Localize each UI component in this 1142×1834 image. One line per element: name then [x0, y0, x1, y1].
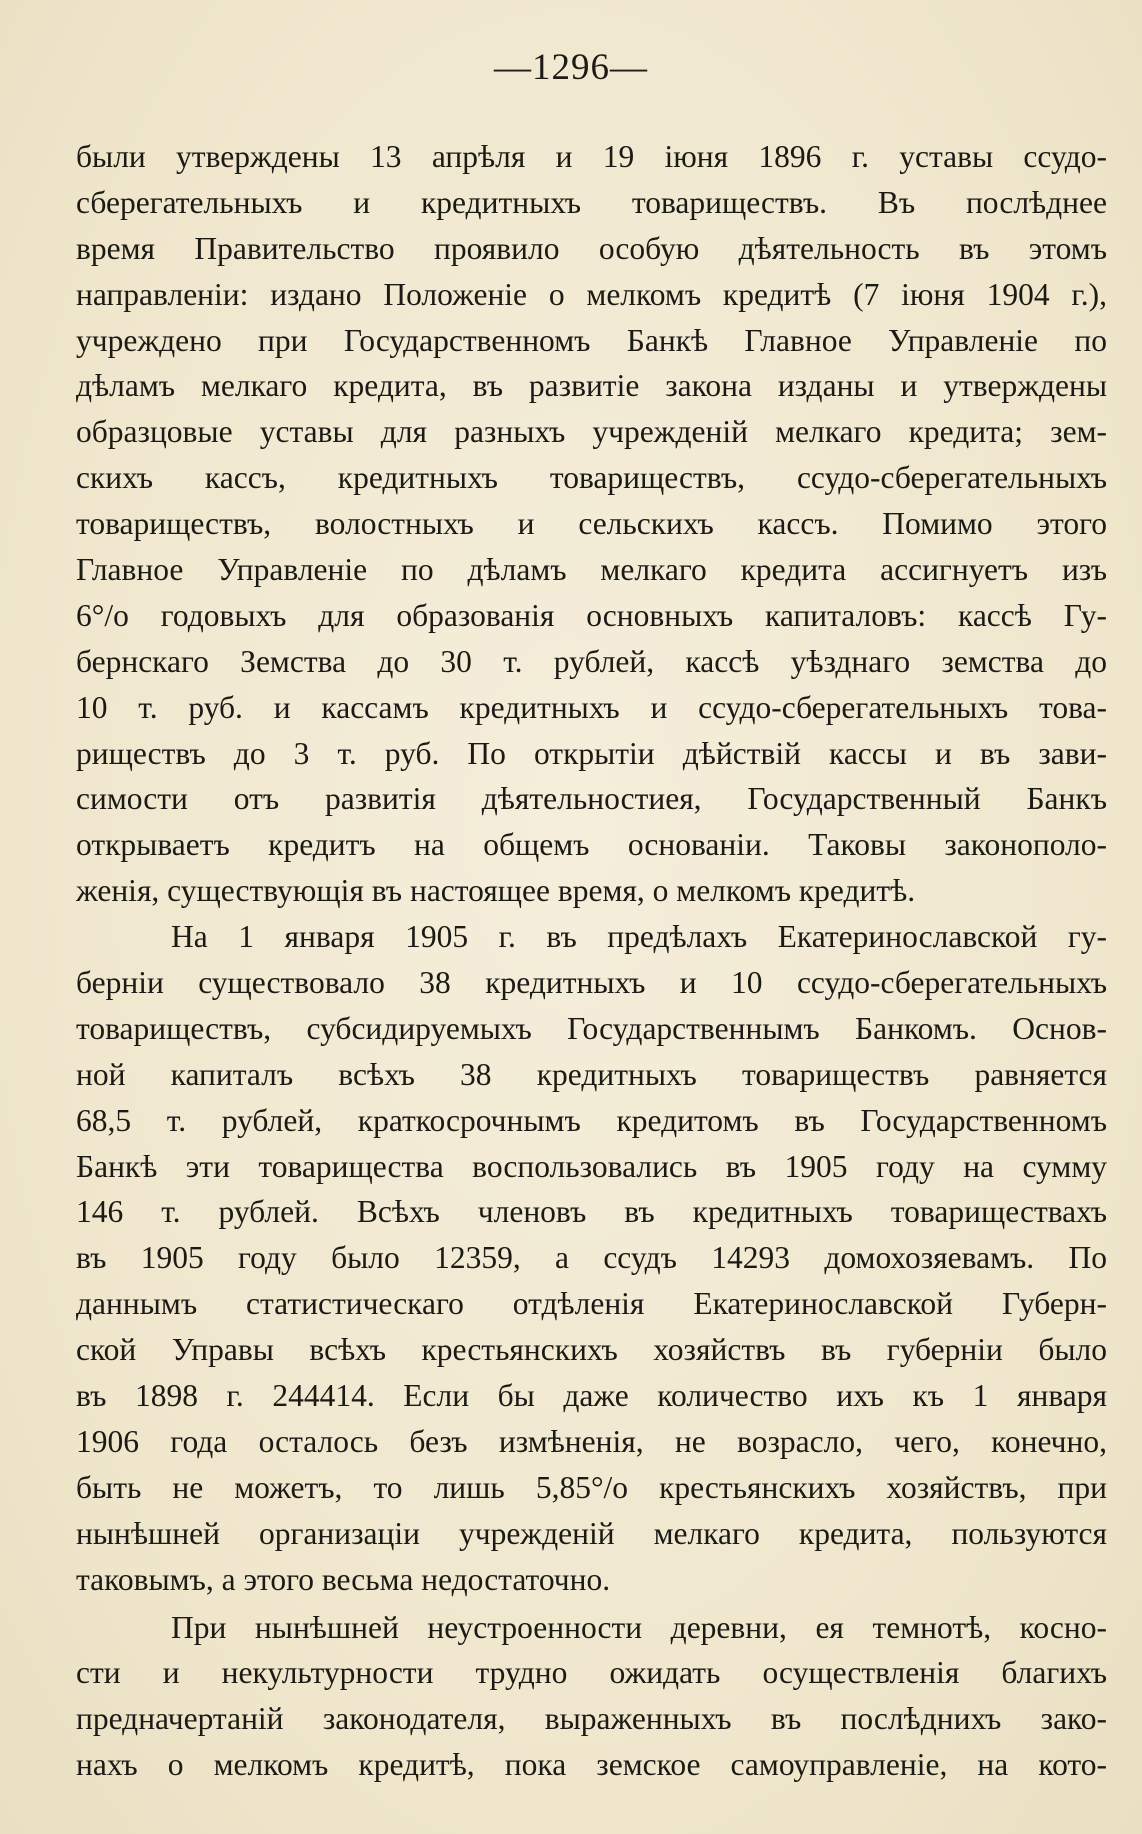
body-text: [76, 134, 1107, 1788]
text-line: бернскаго Земства до 30 т. рублей, кассѣ уѣзднаго земства до: [76, 643, 1107, 679]
text-line: время Правительство проявило особую дѣятельность въ этомъ: [76, 230, 1107, 266]
text-line: ской Управы всѣхъ крестьянскихъ хозяйствъ въ губерніи было: [76, 1332, 1107, 1368]
text-line: На 1 января 1905 г. въ предѣлахъ Екатеринославской гу-: [171, 919, 1107, 955]
text-line: товариществъ, волостныхъ и сельскихъ кассъ. Помимо этого: [76, 506, 1107, 542]
text-line: въ 1905 году было 12359, а ссудъ 14293 домохозяевамъ. По: [76, 1240, 1107, 1276]
text-line: предначертаній законодателя, выраженныхъ въ послѣднихъ зако-: [76, 1701, 1107, 1737]
text-line: сти и некультурности трудно ожидать осуществленія благихъ: [76, 1655, 1107, 1691]
text-line: Банкѣ эти товарищества воспользовались въ 1905 году на сумму: [76, 1148, 1107, 1184]
text-line: учреждено при Государственномъ Банкѣ Главное Управленіе по: [76, 322, 1107, 358]
text-line: риществъ до 3 т. руб. По открытіи дѣйствій кассы и въ зави-: [76, 735, 1107, 771]
text-line: даннымъ статистическаго отдѣленія Екатеринославской Губерн-: [76, 1286, 1107, 1322]
text-line: берніи существовало 38 кредитныхъ и 10 ссудо-сберегательныхъ: [76, 965, 1107, 1001]
text-line: симости отъ развитія дѣятельностиея, Государственный Банкъ: [76, 781, 1107, 817]
text-line: 6°/о годовыхъ для образованія основныхъ капиталовъ: кассѣ Гу-: [76, 597, 1107, 633]
text-line: сберегательныхъ и кредитныхъ товариществъ. Въ послѣднее: [76, 184, 1107, 220]
text-line: товариществъ, субсидируемыхъ Государственнымъ Банкомъ. Основ-: [76, 1010, 1107, 1046]
text-line: 10 т. руб. и кассамъ кредитныхъ и ссудо-сберегательныхъ това-: [76, 689, 1107, 725]
text-line: были утверждены 13 апрѣля и 19 іюня 1896 г. уставы ссудо-: [76, 139, 1107, 174]
text-line: скихъ кассъ, кредитныхъ товариществъ, ссудо-сберегательныхъ: [76, 460, 1107, 496]
text-line: направленіи: издано Положеніе о мелкомъ кредитѣ (7 іюня 1904 г.),: [76, 276, 1107, 312]
text-line: дѣламъ мелкаго кредита, въ развитіе закона изданы и утверждены: [76, 368, 1107, 404]
text-line: въ 1898 г. 244414. Если бы даже количество ихъ къ 1 января: [76, 1378, 1107, 1414]
text-line: таковымъ, а этого весьма недостаточно.: [76, 1561, 611, 1597]
text-line: образцовые уставы для разныхъ учрежденій мелкаго кредита; зем-: [76, 414, 1107, 450]
text-line: Главное Управленіе по дѣламъ мелкаго кредита ассигнуетъ изъ: [76, 552, 1107, 588]
text-line: При нынѣшней неустроенности деревни, ея темнотѣ, косно-: [171, 1609, 1107, 1645]
text-line: 146 т. рублей. Всѣхъ членовъ въ кредитныхъ товариществахъ: [76, 1194, 1107, 1230]
text-line: женія, существующія въ настоящее время, о мелкомъ кредитѣ.: [76, 873, 916, 909]
text-line: нахъ о мелкомъ кредитѣ, пока земское самоуправленіе, на кото-: [76, 1747, 1107, 1783]
text-line: нынѣшней организаціи учрежденій мелкаго кредита, пользуются: [76, 1515, 1107, 1551]
text-line: открываетъ кредитъ на общемъ основаніи. Таковы законополо-: [76, 827, 1107, 863]
text-line: 1906 года осталось безъ измѣненія, не возрасло, чего, конечно,: [76, 1423, 1107, 1459]
text-line: ной капиталъ всѣхъ 38 кредитныхъ товариществъ равняется: [76, 1056, 1107, 1092]
page-number: —1296—: [494, 47, 648, 88]
text-line: 68,5 т. рублей, краткосрочнымъ кредитомъ въ Государственномъ: [76, 1102, 1107, 1138]
text-line: быть не можетъ, то лишь 5,85°/о крестьянскихъ хозяйствъ, при: [76, 1469, 1107, 1505]
